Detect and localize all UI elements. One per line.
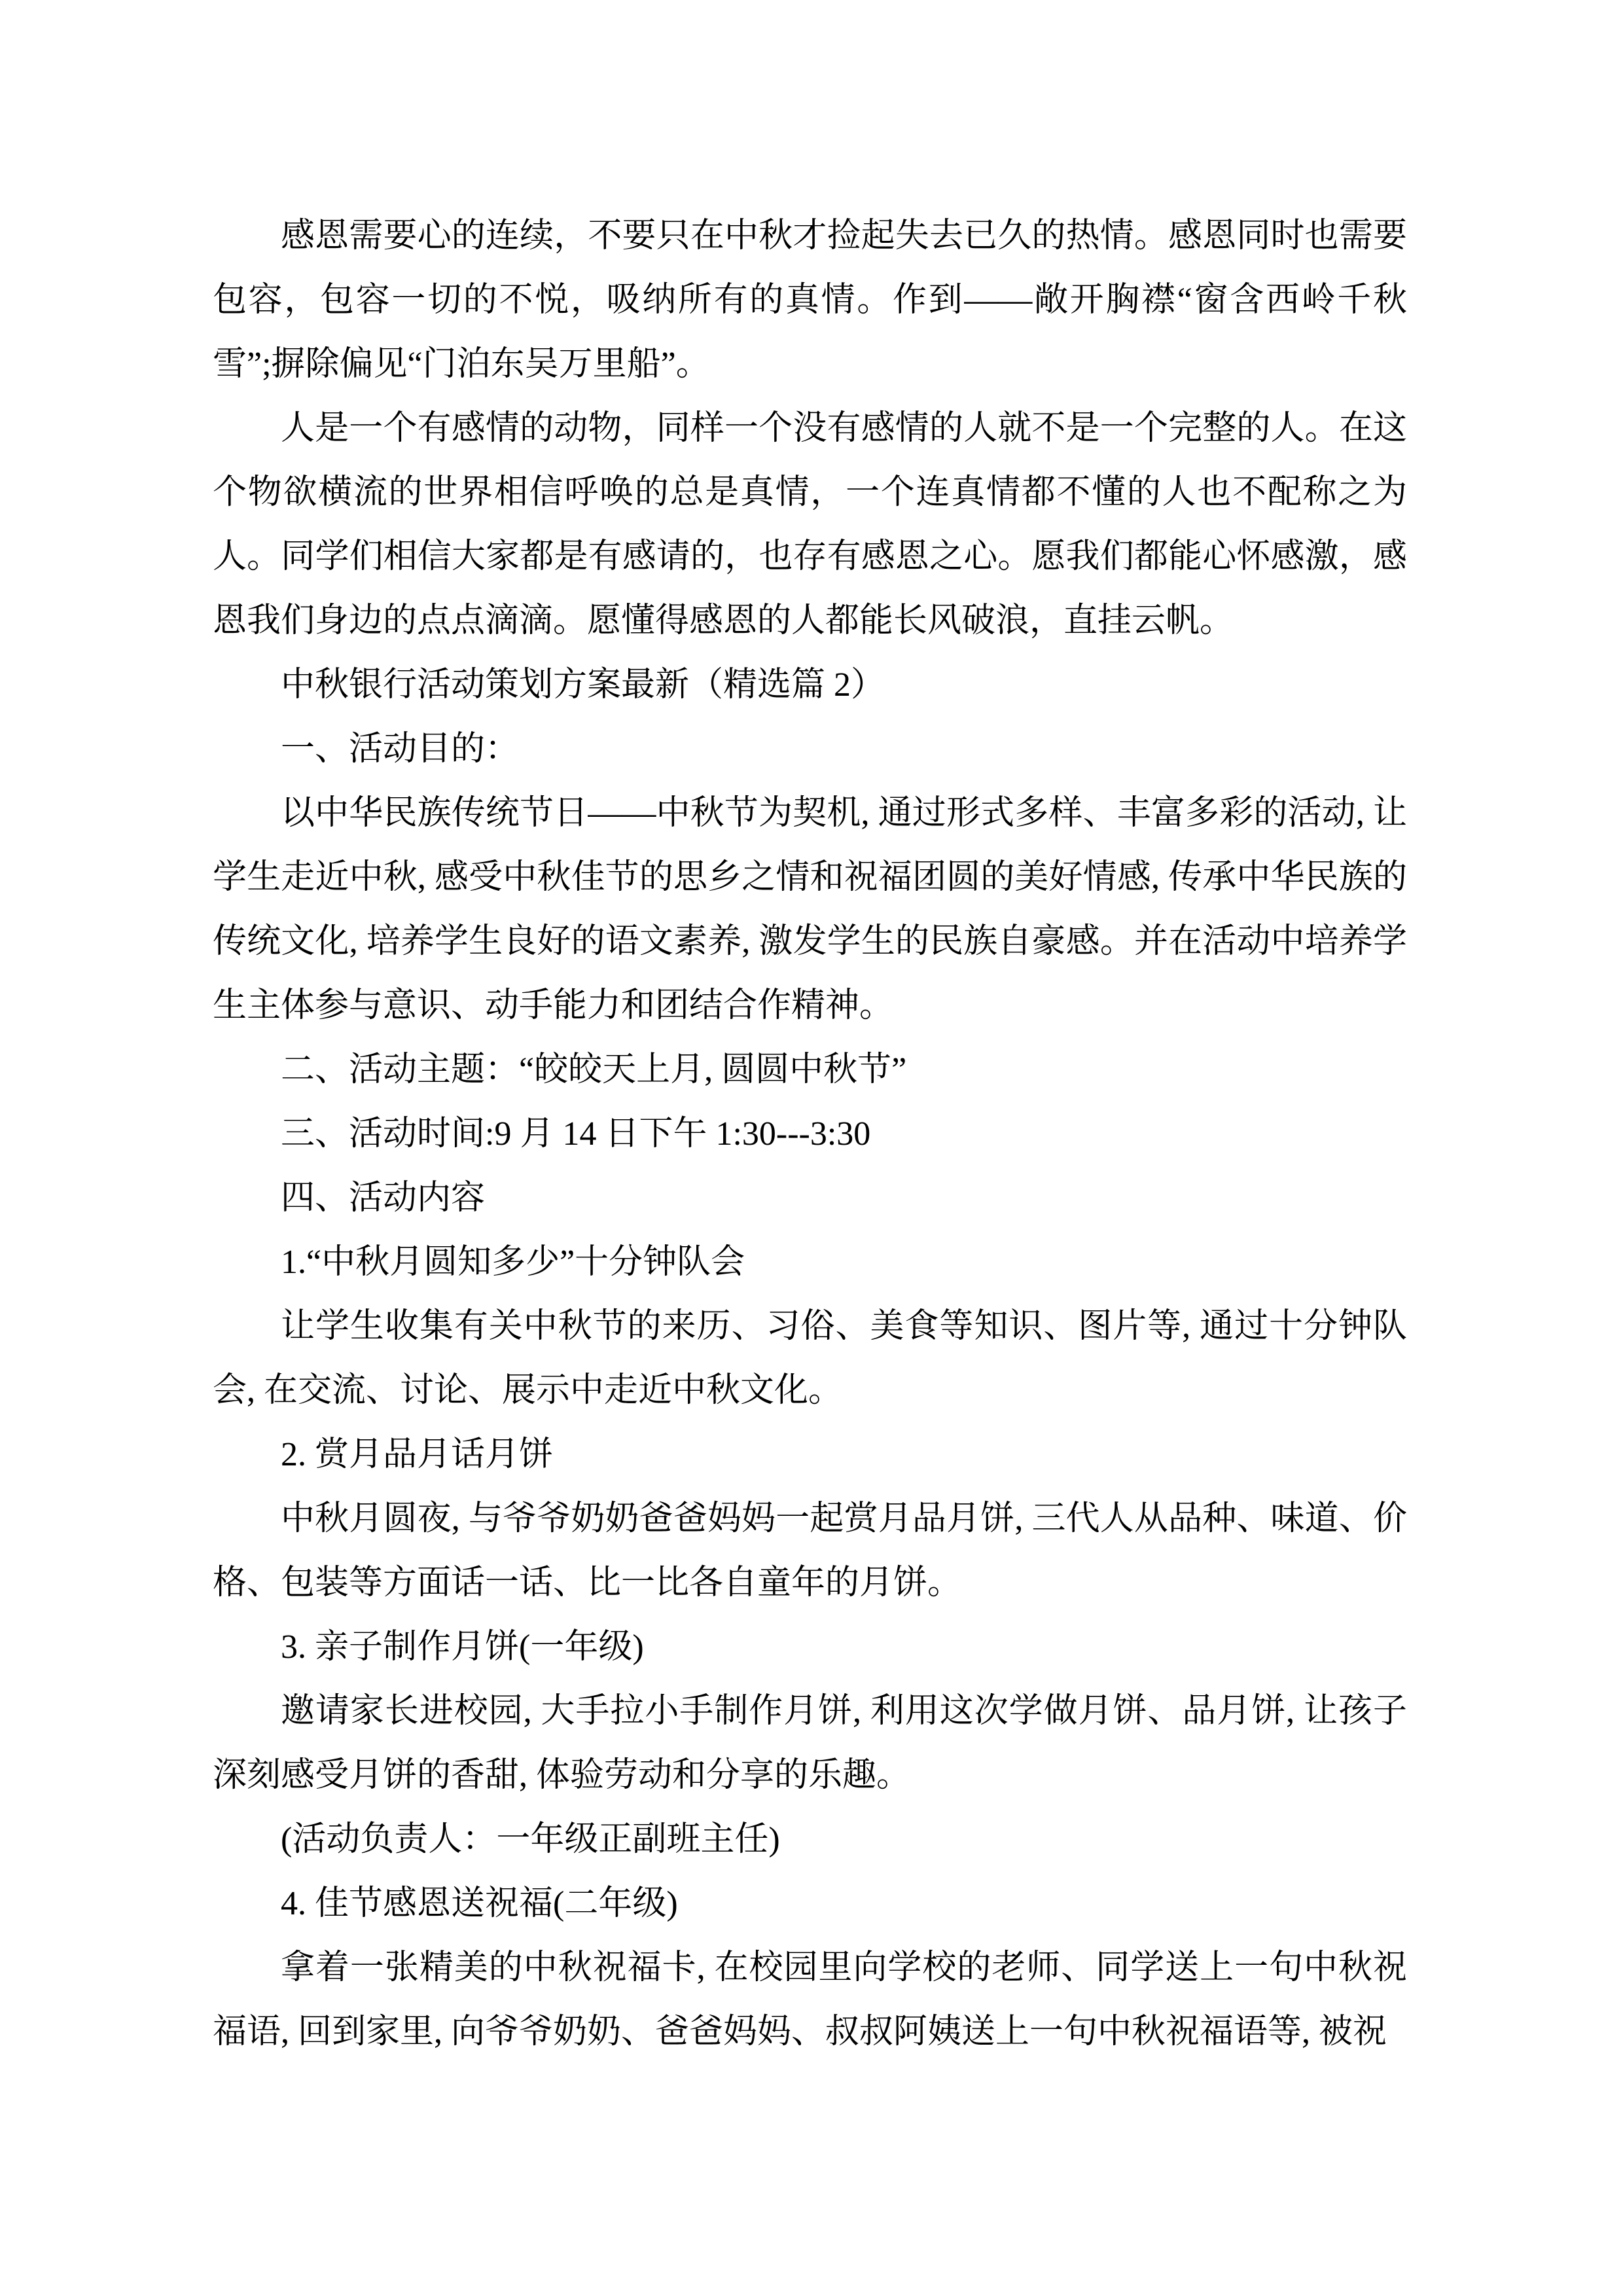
paragraph-item4-body: 拿着一张精美的中秋祝福卡, 在校园里向学校的老师、同学送上一句中秋祝福语, 回到家里, 向爷爷奶奶、爸爸妈妈、叔叔阿姨送上一句中秋祝福语等, 被祝: [213, 1949, 1407, 2051]
paragraph-item3-title: 3. 亲子制作月饼(一年级): [281, 1628, 644, 1666]
paragraph-purpose-body: 以中华民族传统节日——中秋节为契机, 通过形式多样、丰富多彩的活动, 让学生走近中秋, 感受中秋佳节的思乡之情和祝福团圆的美好情感, 传承中华民族的传统文化, 培养学生良好的语文素养, 激发学生的民族自豪感。并在活动中培养学生主体参与意识、动手能力和团结合作精神。: [213, 795, 1407, 1024]
paragraph-item1-title: 1.“中秋月圆知多少”十分钟队会: [281, 1244, 745, 1281]
paragraph-heading-purpose: 一、活动目的：: [281, 730, 520, 768]
paragraph-item1-body: 让学生收集有关中秋节的来历、习俗、美食等知识、图片等, 通过十分钟队会, 在交流、讨论、展示中走近中秋文化。: [213, 1308, 1407, 1409]
paragraph-gratitude-continuation: 感恩需要心的连续，不要只在中秋才捡起失去已久的热情。感恩同时也需要包容，包容一切的不悦，吸纳所有的真情。作到——敞开胸襟“窗含西岭千秋雪”;摒除偏见“门泊东吴万里船”。: [213, 217, 1407, 383]
paragraph-plan-title: 中秋银行活动策划方案最新（精选篇 2）: [281, 666, 885, 704]
paragraph-item3-body: 邀请家长进校园, 大手拉小手制作月饼, 利用这次学做月饼、品月饼, 让孩子深刻感受月饼的香甜, 体验劳动和分享的乐趣。: [213, 1693, 1407, 1794]
paragraph-heading-content: 四、活动内容: [281, 1179, 486, 1217]
paragraph-item2-body: 中秋月圆夜, 与爷爷奶奶爸爸妈妈一起赏月品月饼, 三代人从品种、味道、价格、包装等方面话一话、比一比各自童年的月饼。: [213, 1500, 1407, 1602]
paragraph-item2-title: 2. 赏月品月话月饼: [281, 1436, 554, 1473]
paragraph-item3-responsible: (活动负责人：一年级正副班主任): [281, 1821, 780, 1858]
paragraph-item4-title: 4. 佳节感恩送祝福(二年级): [281, 1885, 678, 1922]
document-body: [213, 204, 1407, 2064]
paragraph-emotion: 人是一个有感情的动物，同样一个没有感情的人就不是一个完整的人。在这个物欲横流的世界相信呼唤的总是真情，一个连真情都不懂的人也不配称之为人。同学们相信大家都是有感请的，也存有感恩之心。愿我们都能心怀感激，感恩我们身边的点点滴滴。愿懂得感恩的人都能长风破浪，直挂云帆。: [213, 410, 1407, 639]
paragraph-heading-theme: 二、活动主题：“皎皎天上月, 圆圆中秋节”: [281, 1051, 907, 1088]
paragraph-heading-time: 三、活动时间:9 月 14 日下午 1:30---3:30: [281, 1115, 871, 1153]
